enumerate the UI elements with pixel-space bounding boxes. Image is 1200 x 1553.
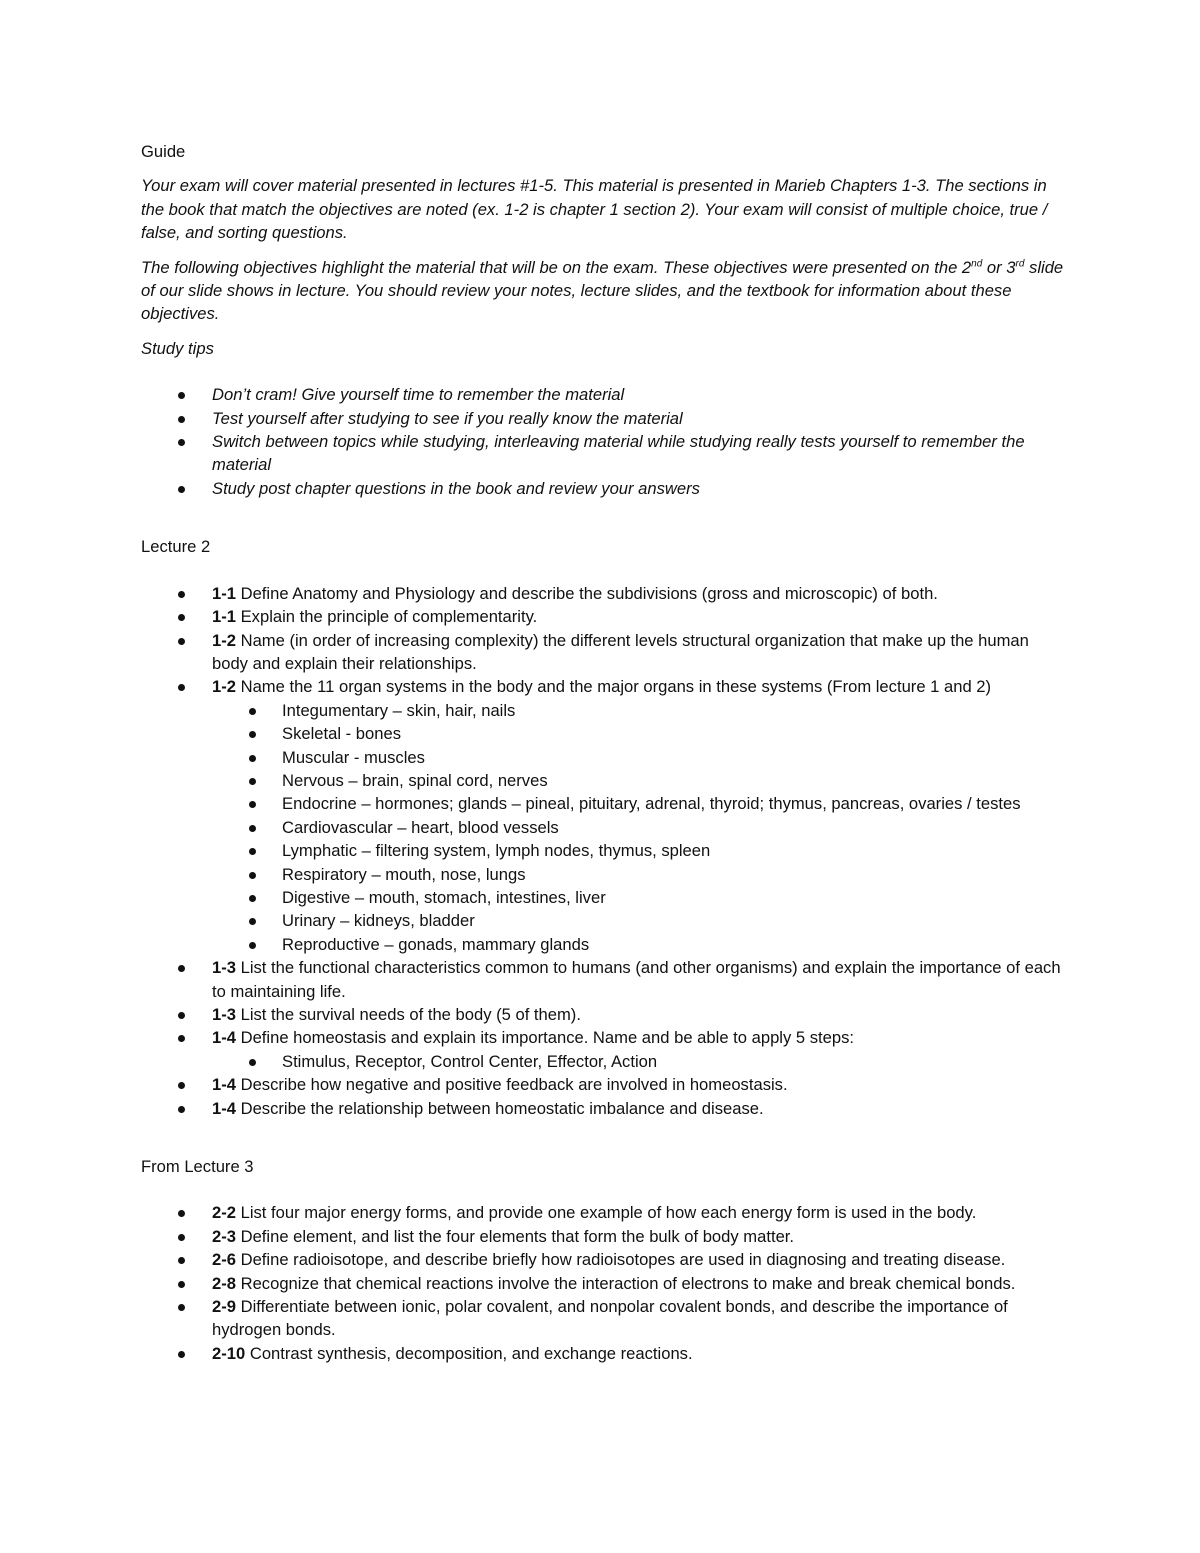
list-item: Switch between topics while studying, interleaving material while studying really tests yourself to remember the material: [141, 430, 1066, 477]
objective-item: [141, 1248, 1066, 1271]
intro-paragraph-objectives: [141, 256, 1066, 326]
objective-text: Define Anatomy and Physiology and describe the subdivisions (gross and microscopic) of both.: [235, 583, 938, 603]
guide-title: Guide: [141, 142, 186, 161]
objective-item: [141, 605, 1066, 628]
homeostasis-step-item: Stimulus, Receptor, Control Center, Effector, Action: [141, 1050, 1066, 1073]
study-tips-label: Study tips: [141, 338, 214, 358]
objective-code: 1-4: [212, 1028, 236, 1048]
study-tips-list: [141, 383, 1066, 500]
organ-system-item: Muscular - muscles: [141, 746, 1066, 769]
objective-text: Name the 11 organ systems in the body and the major organs in these systems (From lecture 1 and 2): [235, 677, 992, 697]
intro2-text-a: The following objectives highlight the material that will be on the exam. These objectives were presented on the 2: [141, 257, 972, 277]
objective-code: 1-4: [212, 1075, 236, 1095]
objective-text: Recognize that chemical reactions involve the interaction of electrons to make and break chemical bonds.: [235, 1273, 1016, 1293]
document-page: [141, 140, 1066, 1365]
objective-text: Describe the relationship between homeostatic imbalance and disease.: [235, 1098, 764, 1118]
objective-text: Explain the principle of complementarity.: [235, 607, 538, 627]
organ-system-item: Reproductive – gonads, mammary glands: [141, 933, 1066, 956]
objective-item: [141, 1272, 1066, 1295]
organ-system-item: Urinary – kidneys, bladder: [141, 909, 1066, 932]
objective-code: 2-2: [212, 1203, 236, 1223]
objective-code: 2-9: [212, 1297, 236, 1317]
objective-item: [141, 1073, 1066, 1096]
objective-code: 2-8: [212, 1273, 236, 1293]
objective-text: List the functional characteristics common to humans (and other organisms) and explain the importance of each to maintaining life.: [212, 958, 1061, 1001]
objective-text: List four major energy forms, and provide one example of how each energy form is used in the body.: [235, 1203, 977, 1223]
objective-item: [141, 675, 1066, 956]
intro2-text-c: slide of our slide shows in lecture. You should review your notes, lecture slides, and the textbook for information about these objectives.: [141, 257, 1064, 324]
organ-systems-list: [141, 699, 1066, 956]
objective-text: Describe how negative and positive feedback are involved in homeostasis.: [235, 1075, 788, 1095]
objective-code: 1-1: [212, 583, 236, 603]
lecture-3-heading: From Lecture 3: [141, 1157, 254, 1177]
objective-text: Define element, and list the four elements that form the bulk of body matter.: [235, 1226, 795, 1246]
objective-code: 1-1: [212, 607, 236, 627]
list-item: Don’t cram! Give yourself time to remember the material: [141, 383, 1066, 406]
objective-code: 1-4: [212, 1098, 236, 1118]
intro2-text-b: or 3: [982, 257, 1016, 277]
objective-code: 1-3: [212, 1005, 236, 1024]
objective-item: [141, 1342, 1066, 1365]
objective-item: [141, 629, 1066, 676]
organ-system-item: Integumentary – skin, hair, nails: [141, 699, 1066, 722]
objective-item: [141, 1026, 1066, 1073]
objective-text: Define homeostasis and explain its importance. Name and be able to apply 5 steps:: [235, 1028, 854, 1048]
lecture-3-objectives: [141, 1201, 1066, 1365]
objective-item: [141, 1225, 1066, 1248]
objective-code: 2-3: [212, 1226, 236, 1246]
organ-system-item: Nervous – brain, spinal cord, nerves: [141, 769, 1066, 792]
objective-code: 2-10: [212, 1343, 246, 1363]
objective-text: Contrast synthesis, decomposition, and exchange reactions.: [245, 1343, 693, 1363]
intro-paragraph-exam-coverage: Your exam will cover material presented in lectures #1-5. This material is presented in Marieb Chapters 1-3. The sections in the book that match the objectives are noted (ex. 1-2 is chapter 1 section 2). Your exam will consist of multiple choice, true / false, and sorting questions.: [141, 176, 1048, 243]
objective-code: 1-2: [212, 677, 236, 697]
lecture-2-heading: Lecture 2: [141, 537, 211, 557]
objective-text: Name (in order of increasing complexity) the different levels structural organization that make up the human body and explain their relationships.: [212, 630, 1029, 673]
objective-text: Define radioisotope, and describe briefly how radioisotopes are used in diagnosing and treating disease.: [235, 1250, 1006, 1270]
homeostasis-steps-list: [141, 1050, 1066, 1073]
lecture-2-objectives: [141, 582, 1066, 1120]
intro2-superscript-rd: rd: [1015, 258, 1025, 270]
objective-item: [141, 956, 1066, 1003]
objective-item: [141, 1295, 1066, 1342]
objective-item: [141, 582, 1066, 605]
objective-text: Differentiate between ionic, polar covalent, and nonpolar covalent bonds, and describe the importance of hydrogen bonds.: [212, 1297, 1008, 1340]
objective-item: [141, 1201, 1066, 1224]
objective-code: 1-3: [212, 958, 236, 978]
objective-item: [141, 1097, 1066, 1120]
objective-text: List the survival needs of the body (5 of them).: [235, 1005, 581, 1024]
objective-code: 2-6: [212, 1250, 236, 1270]
list-item: Study post chapter questions in the book and review your answers: [141, 477, 1066, 500]
list-item: Test yourself after studying to see if you really know the material: [141, 407, 1066, 430]
objective-item: [141, 1003, 1066, 1026]
organ-system-item: Cardiovascular – heart, blood vessels: [141, 816, 1066, 839]
organ-system-item: Skeletal - bones: [141, 722, 1066, 745]
organ-system-item: Endocrine – hormones; glands – pineal, pituitary, adrenal, thyroid; thymus, pancreas, ovaries / testes: [141, 792, 1066, 815]
organ-system-item: Lymphatic – filtering system, lymph nodes, thymus, spleen: [141, 839, 1066, 862]
organ-system-item: Digestive – mouth, stomach, intestines, liver: [141, 886, 1066, 909]
objective-code: 1-2: [212, 630, 236, 650]
organ-system-item: Respiratory – mouth, nose, lungs: [141, 863, 1066, 886]
intro2-superscript-nd: nd: [971, 258, 983, 270]
